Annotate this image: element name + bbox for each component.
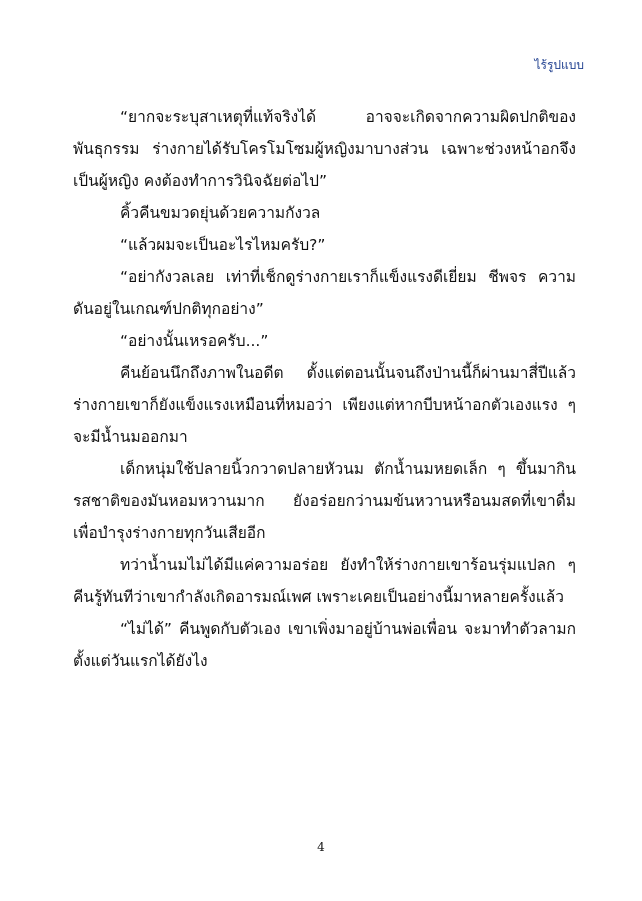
paragraph-2: คิ้วคีนขมวดยุ่นด้วยความกังวล xyxy=(120,204,321,222)
paragraph-1: “ยากจะระบุสาเหตุที่แท้จริงได้ อาจจะเกิดจากความผิดปกติของพันธุกรรม ร่างกายได้รับโครโมโซมผู้หญิงมาบางส่วน เฉพาะช่วงหน้าอกจึงเป็นผู้หญิง คงต้องทำการวินิจฉัยต่อไป” xyxy=(73,108,576,190)
running-header-title: ไร้รูปแบบ xyxy=(534,58,584,72)
paragraph-4: “อย่ากังวลเลย เท่าที่เช็กดูร่างกายเราก็แข็งแรงดีเยี่ยม ชีพจร ความดันอยู่ในเกณฑ์ปกติทุกอย่าง” xyxy=(73,268,576,318)
paragraph-9: “ไม่ได้” คีนพูดกับตัวเอง เขาเพิ่งมาอยู่บ้านพ่อเพื่อน จะมาทำตัวลามกตั้งแต่วันแรกได้ยังไง xyxy=(73,620,576,670)
paragraph-3: “แล้วผมจะเป็นอะไรไหมครับ?” xyxy=(120,236,326,254)
paragraph-6: คีนย้อนนึกถึงภาพในอดีต ตั้งแต่ตอนนั้นจนถึงป่านนี้ก็ผ่านมาสี่ปีแล้ว ร่างกายเขาก็ยังแข็งแรงเหมือนที่หมอว่า เพียงแต่หากบีบหน้าอกตัวเองแรง ๆ จะมีน้ำนมออกมา xyxy=(73,364,576,446)
paragraph-5: “อย่างนั้นเหรอครับ...” xyxy=(120,332,269,350)
body-text xyxy=(73,101,576,677)
page-number: 4 xyxy=(317,840,325,854)
paragraph-7: เด็กหนุ่มใช้ปลายนิ้วกวาดปลายหัวนม ตักน้ำนมหยดเล็ก ๆ ขึ้นมากินรสชาติของมันหอมหวานมาก ยังอร่อยกว่านมข้นหวานหรือนมสดที่เขาดื่มเพื่อบำรุงร่างกายทุกวันเสียอีก xyxy=(73,460,576,542)
paragraph-8: ทว่าน้ำนมไม่ได้มีแค่ความอร่อย ยังทำให้ร่างกายเขาร้อนรุ่มแปลก ๆ คีนรู้ทันทีว่าเขากำลังเกิดอารมณ์เพศ เพราะเคยเป็นอย่างนี้มาหลายครั้งแล้ว xyxy=(73,556,576,606)
